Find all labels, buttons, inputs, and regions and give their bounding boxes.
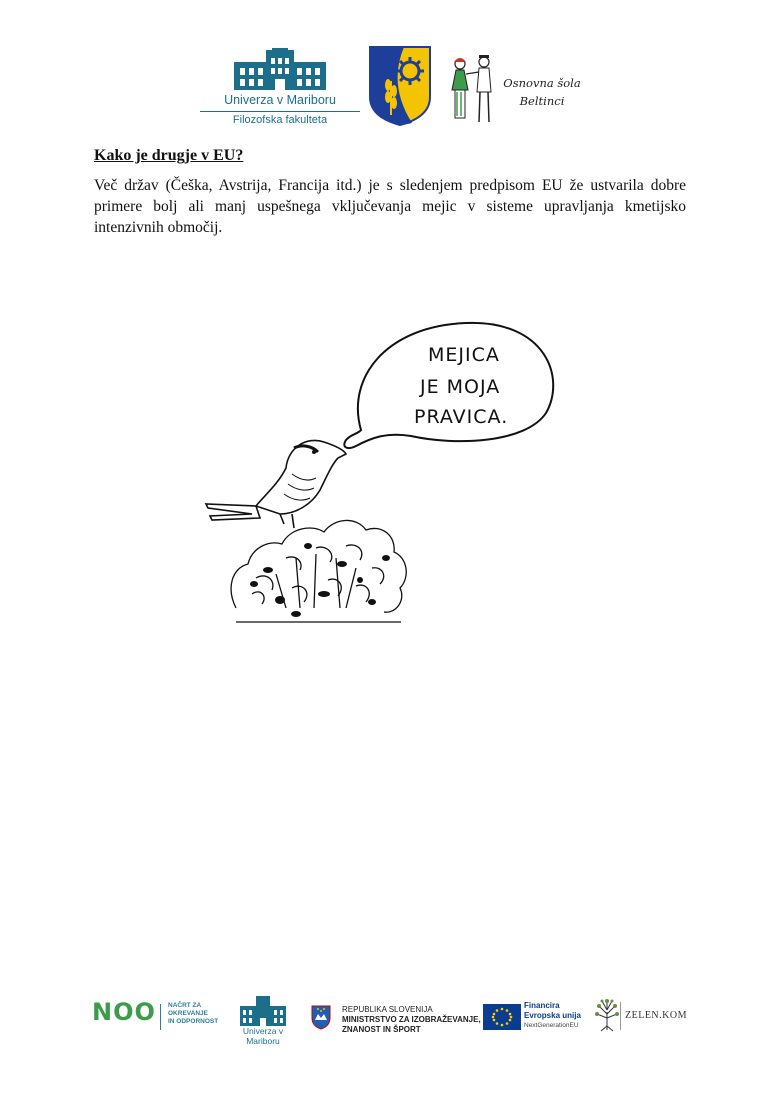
speech-line-3: PRAVICA. xyxy=(414,406,509,428)
eu-line-3: NextGenerationEU xyxy=(524,1022,579,1029)
footer-university-logo xyxy=(226,994,300,1046)
school-name xyxy=(502,74,582,110)
footer-university-name: Univerza v Mariboru xyxy=(242,1026,284,1046)
noo-line-3: IN ODPORNOST xyxy=(168,1018,219,1025)
divider xyxy=(620,1002,621,1030)
noo-logo: NOO xyxy=(92,998,156,1026)
folk-dancers-icon xyxy=(446,52,506,130)
divider xyxy=(200,111,360,112)
school-logo xyxy=(446,52,586,132)
ministry-caption xyxy=(342,1005,481,1035)
bird xyxy=(206,440,346,528)
ministry-line-2: MINISTRSTVO ZA IZOBRAŽEVANJE, xyxy=(342,1015,481,1024)
municipality-crest xyxy=(368,45,432,127)
university-building-icon xyxy=(226,994,300,1026)
footer-logos xyxy=(92,994,692,1046)
noo-line-1: NAČRT ZA xyxy=(168,1002,202,1009)
ministry-line-1: REPUBLIKA SLOVENIJA xyxy=(342,1005,433,1014)
bird-illustration xyxy=(196,318,596,628)
noo-line-2: OKREVANJE xyxy=(168,1010,208,1017)
divider xyxy=(160,1004,161,1030)
body-paragraph: Več držav (Češka, Avstrija, Francija itd.) je s sledenjem predpisom EU že ustvarila dobre primere bolj ali manj uspešnega vključevanja mejic v sisteme upravljanja kmetijsko intenzivnih območij. xyxy=(94,177,686,236)
faculty-name: Filozofska fakulteta xyxy=(232,114,328,126)
eu-line-2: Evropska unija xyxy=(524,1011,581,1020)
tree-icon xyxy=(595,998,619,1032)
bird-on-bush-drawing xyxy=(196,318,596,628)
university-building-icon xyxy=(200,48,360,92)
slovenia-crest-icon xyxy=(310,1004,332,1030)
school-name-line1: Osnovna šola xyxy=(503,76,581,90)
eu-caption xyxy=(524,1001,581,1031)
eu-line-1: Financira xyxy=(524,1001,560,1010)
university-logo xyxy=(200,48,360,130)
zelen-kom-logo: ZELEN.KOM xyxy=(625,1010,687,1021)
coat-of-arms-icon xyxy=(368,45,432,127)
speech-line-1: MEJICA xyxy=(428,344,500,366)
speech-line-2: JE MOJA xyxy=(420,376,501,398)
noo-caption xyxy=(168,1002,218,1026)
university-name: Univerza v Mariboru xyxy=(224,93,336,107)
bush xyxy=(231,520,406,622)
ministry-line-3: ZNANOST IN ŠPORT xyxy=(342,1025,421,1034)
eu-flag-icon xyxy=(483,1004,521,1030)
school-name-line2: Beltinci xyxy=(519,94,565,108)
page-title: Kako je drugje v EU? xyxy=(94,147,244,164)
